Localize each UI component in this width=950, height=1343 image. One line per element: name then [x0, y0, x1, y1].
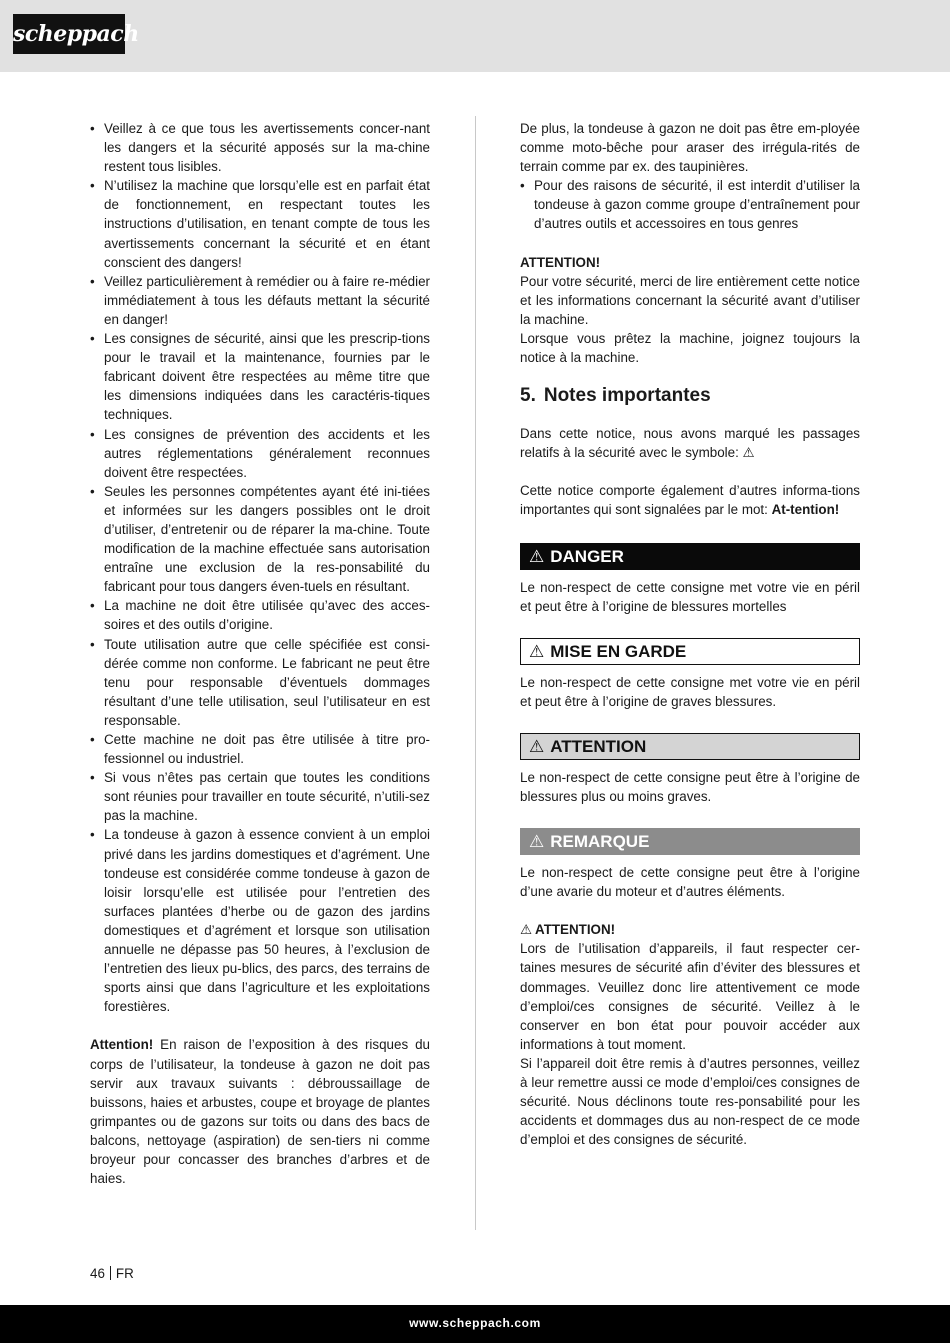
list-item: • Pour des raisons de sécurité, il est interdit d’utiliser la tondeuse à gazon comme groupe d’entraînement pour d’autres outils et accessoires en tous genres: [520, 176, 860, 233]
notice-banner: [520, 828, 860, 855]
list-item: • N’utilisez la machine que lorsqu’elle est en parfait état de fonctionnement, en respectant toutes les instructions d’utilisation, en tenant compte de tous les avertissements concernant la sécurité et en étant conscient des dangers!: [90, 176, 430, 271]
warning-text: Le non-respect de cette consigne met votre vie en péril et peut être à l’origine de graves blessures.: [520, 674, 860, 709]
column-divider: [475, 116, 476, 1230]
notice-text: Le non-respect de cette consigne peut être à l’origine d’une avarie du moteur et d’autres éléments.: [520, 865, 860, 900]
list-item: • Si vous n’êtes pas certain que toutes les conditions sont réunies pour travailler en toute sécurité, n’utili-sez pas la machine.: [90, 768, 430, 825]
caution-label: ATTENTION: [550, 736, 647, 756]
page-number: 46 FR: [90, 1266, 134, 1281]
safety-bullet-list: [90, 119, 430, 1016]
list-item: • Cette machine ne doit pas être utilisée à titre pro-fessionnel ou industriel.: [90, 730, 430, 768]
left-column: [90, 119, 430, 1188]
list-item: • Les consignes de sécurité, ainsi que les prescrip-tions pour le travail et la maintenance, fournies par le fabricant doivent être respectées au même titre que les dimensions indiquées dans les caractéris-tiques techniques.: [90, 329, 430, 424]
attention-paragraph-4: Si l’appareil doit être remis à d’autres personnes, veillez à leur remettre aussi ce mode d’emploi/ces consignes de sécurité. Nous déclinons toute res-ponsabilité pour les accidents et dommages dus au non-respect de ce mode d’emploi et des consignes de sécurité.: [520, 1055, 860, 1148]
list-item: • Seules les personnes compétentes ayant été ini-tiées et informées sur les dangers possibles ont le droit d’utiliser, d’entretenir ou de réparer la ma-chine. Toute modification de la machine effectuée sans autorisation entraîne une exclusion de la res-ponsabilité du fabricant pour tous dangers éven-tuels en résultant.: [90, 482, 430, 597]
warning-banner: [520, 638, 860, 665]
attention-label: Attention!: [90, 1037, 154, 1053]
caution-banner: [520, 733, 860, 760]
section-title: Notes importantes: [543, 385, 711, 407]
warning-triangle-icon: ⚠: [529, 736, 545, 756]
list-item: • Veillez particulièrement à remédier ou à faire re-médier immédiatement à tous les défauts mettant la sécurité en danger!: [90, 272, 430, 329]
warning-triangle-icon: ⚠: [529, 546, 545, 566]
section-heading: [520, 384, 860, 408]
caution-text: Le non-respect de cette consigne peut être à l’origine de blessures plus ou moins graves.: [520, 769, 860, 804]
attention-paragraph: [90, 1035, 430, 1188]
attention-heading-2: ⚠ ATTENTION!: [520, 922, 616, 938]
list-item: • Les consignes de prévention des accidents et les autres réglementations généralement reconnues doivent être respectées.: [90, 425, 430, 482]
warning-triangle-icon: ⚠: [520, 922, 533, 938]
warning-triangle-icon: ⚠: [529, 641, 545, 661]
list-item: • Veillez à ce que tous les avertissements concer-nant les dangers et la sécurité apposés sur la ma-chine restent tous lisibles.: [90, 119, 430, 176]
website-url: www.scheppach.com: [409, 1316, 541, 1330]
header-band: [0, 0, 950, 72]
list-item: • Toute utilisation autre que celle spécifiée est consi-dérée comme non conforme. Le fabricant ne peut être tenu pour responsable d’éventuels dommages résultant d’une telle utilisation, seul l’utilisateur en est responsable.: [90, 635, 430, 730]
footer-band: [0, 1305, 950, 1343]
notice-label: REMARQUE: [550, 832, 650, 852]
danger-text: Le non-respect de cette consigne met votre vie en péril et peut être à l’origine de blessures mortelles: [520, 579, 860, 614]
intro-bullet-list: [520, 176, 860, 233]
attention-paragraph-1: Pour votre sécurité, merci de lire entièrement cette notice et les informations concernant la sécurité avant d’utiliser la machine.: [520, 273, 860, 327]
attention-paragraph-3: Lors de l’utilisation d’appareils, il faut respecter cer-taines mesures de sécurité afin d’éviter des blessures et dommages. Veuillez donc lire attentivement ce mode d’emploi/ces consignes de sécurité. Veillez à le conserver en bon état pour pouvoir accéder aux informations à tout moment.: [520, 941, 860, 1052]
danger-banner: [520, 543, 860, 570]
list-item: • La tondeuse à gazon à essence convient à un emploi privé dans les jardins domestiques et d’agrément. Une tondeuse est considérée comme tondeuse à gazon de loisir lorsqu’elle est utilisée pour l’entretien des surfaces plantées d’herbe ou de gazon des jardins domestiques et d’agrément et lorsque son utilisation annuelle ne dépasse pas 50 heures, à l’exclusion de l’entretien des lieux pu-blics, des parcs, des terrains de sports ainsi que dans l’agriculture et les exploitations forestières.: [90, 825, 430, 1016]
attention-heading: ATTENTION!: [520, 254, 601, 270]
list-item: • La machine ne doit être utilisée qu’avec des acces-soires et des outils d’origine.: [90, 596, 430, 634]
attention-text: En raison de l’exposition à des risques du corps de l’utilisateur, la tondeuse à gazon ne doit pas servir aux travaux suivants : débroussaillage de buissons, haies et arbustes, coupe et broyage de plantes grimpantes ou de gazons sur toits ou dans des bacs de balcons, nettoyage (aspiration) de sen-tiers ni comme broyeur pour concasser des branches d’arbres et de haies.: [90, 1037, 430, 1187]
notes-paragraph-2: Cette notice comporte également d’autres informa-tions importantes qui sont signalées par le mot: At-tention!: [520, 483, 860, 518]
attention-paragraph-2: Lorsque vous prêtez la machine, joignez toujours la notice à la machine.: [520, 330, 860, 366]
right-column: [520, 119, 860, 1149]
page-number-separator: [110, 1266, 111, 1280]
brand-logo: scheppach: [13, 14, 125, 54]
danger-label: DANGER: [550, 546, 624, 566]
warning-label: MISE EN GARDE: [550, 641, 687, 661]
intro-paragraph: De plus, la tondeuse à gazon ne doit pas être em-ployée comme moto-bêche pour araser des irrégula-rités de terrain comme par ex. des taupinières.: [520, 121, 860, 175]
notes-paragraph-1: Dans cette notice, nous avons marqué les passages relatifs à la sécurité avec le symbole: ⚠: [520, 426, 860, 461]
section-number: 5.: [520, 385, 536, 407]
warning-triangle-icon: ⚠: [529, 832, 545, 852]
